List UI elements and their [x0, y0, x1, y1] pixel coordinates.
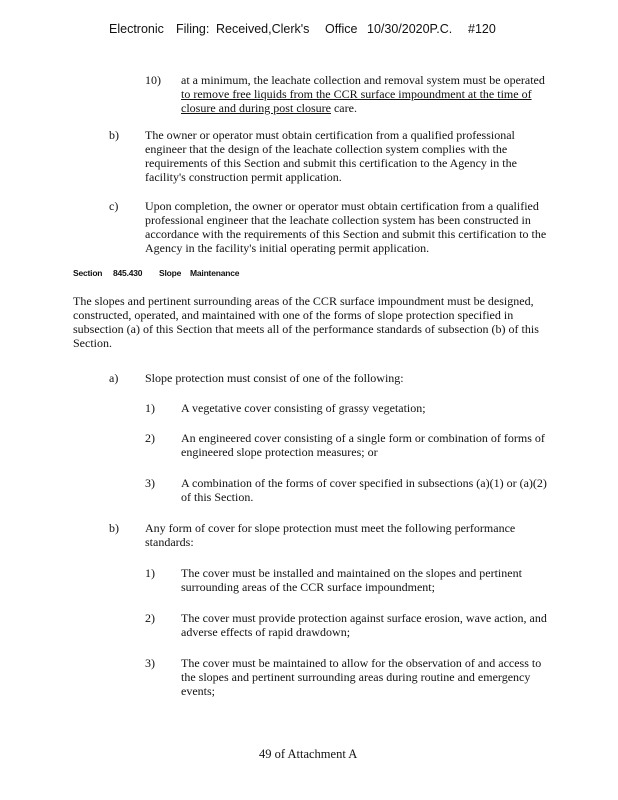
item-line: A vegetative cover consisting of grassy vegetation; [181, 401, 426, 415]
item-line: of this Section. [181, 490, 254, 504]
item-10-line-1: at a minimum, the leachate collection and removal system must be operated [181, 73, 545, 87]
section-intro [73, 294, 539, 350]
header-number: #120 [468, 22, 496, 36]
item-10-label: 10) [145, 73, 161, 87]
item-line: events; [181, 684, 215, 698]
subsection-a-item-1-label: 1) [145, 401, 155, 415]
paragraph-c-text [145, 199, 546, 255]
paragraph-b-line: requirements of this Section and submit this certification to the Agency in the [145, 156, 517, 170]
paragraph-c-line: accordance with the requirements of this Section and submit this certification to the [145, 227, 547, 241]
subsection-a-text: Slope protection must consist of one of the following: [145, 371, 404, 385]
paragraph-c-label: c) [109, 199, 119, 213]
subsection-b-item-2-label: 2) [145, 611, 155, 625]
subsection-a-item-1-text [181, 401, 426, 415]
item-10-line-2: to remove free liquids from the CCR surface impoundment at the time of [181, 87, 532, 101]
item-line: The cover must be maintained to allow for the observation of and access to [181, 656, 542, 670]
item-10-line-3-tail: care. [330, 101, 357, 115]
item-10-line-3: closure and during post closure [181, 101, 331, 115]
header-filing: Filing: [176, 22, 210, 36]
subsection-b-text [145, 521, 515, 549]
header-date: 10/30/2020P.C. [367, 22, 453, 36]
item-10-text [181, 73, 545, 115]
subsection-b-item-3-text [181, 656, 541, 698]
subsection-b-item-1-text [181, 566, 522, 594]
item-line: The cover must be installed and maintained on the slopes and pertinent [181, 566, 522, 580]
item-line: surrounding areas of the CCR surface impoundment; [181, 580, 435, 594]
subsection-a-item-3-label: 3) [145, 476, 155, 490]
section-number: 845.430 [113, 268, 143, 278]
section-word: Section [73, 268, 103, 278]
paragraph-c-line: Agency in the facility's initial operating permit application. [145, 241, 430, 255]
intro-line: constructed, operated, and maintained with one of the forms of slope protection specified in [73, 308, 514, 322]
subsection-a-item-2-text [181, 431, 545, 459]
header-received: Received,Clerk's [216, 22, 310, 36]
subsection-b-item-1-label: 1) [145, 566, 155, 580]
subsection-b-line: Any form of cover for slope protection must meet the following performance [145, 521, 516, 535]
paragraph-b-line: facility's construction permit application. [145, 170, 342, 184]
header-office: Office [325, 22, 358, 36]
subsection-b-label: b) [109, 521, 119, 535]
paragraph-b-line: The owner or operator must obtain certification from a qualified professional [145, 128, 515, 142]
item-line: the slopes and pertinent surrounding areas during routine and emergency [181, 670, 531, 684]
paragraph-c-line: professional engineer that the leachate collection system has been constructed in [145, 213, 531, 227]
subsection-a-item-3-text [181, 476, 547, 504]
header-electronic: Electronic [109, 22, 164, 36]
item-line: adverse effects of rapid drawdown; [181, 625, 351, 639]
page-footer: 49 of Attachment A [259, 747, 358, 761]
item-line: An engineered cover consisting of a single form or combination of forms of [181, 431, 545, 445]
paragraph-b-text [145, 128, 517, 184]
subsection-b-line: standards: [145, 535, 194, 549]
section-title-slope: Slope [159, 268, 182, 278]
subsection-b-item-2-text [181, 611, 547, 639]
item-line: The cover must provide protection against surface erosion, wave action, and [181, 611, 547, 625]
intro-line: The slopes and pertinent surrounding areas of the CCR surface impoundment must be designed, [73, 294, 534, 308]
subsection-b-item-3-label: 3) [145, 656, 155, 670]
intro-line: Section. [73, 336, 112, 350]
subsection-a-label: a) [109, 371, 119, 385]
item-line: A combination of the forms of cover specified in subsections (a)(1) or (a)(2) [181, 476, 547, 490]
intro-line: subsection (a) of this Section that meets all of the performance standards of subsection (b) of this [73, 322, 539, 336]
item-line: engineered slope protection measures; or [181, 445, 378, 459]
paragraph-c-line: Upon completion, the owner or operator must obtain certification from a qualified [145, 199, 539, 213]
subsection-a-item-2-label: 2) [145, 431, 155, 445]
section-title-maintenance: Maintenance [190, 268, 240, 278]
paragraph-b-label: b) [109, 128, 119, 142]
paragraph-b-line: engineer that the design of the leachate collection system complies with the [145, 142, 508, 156]
